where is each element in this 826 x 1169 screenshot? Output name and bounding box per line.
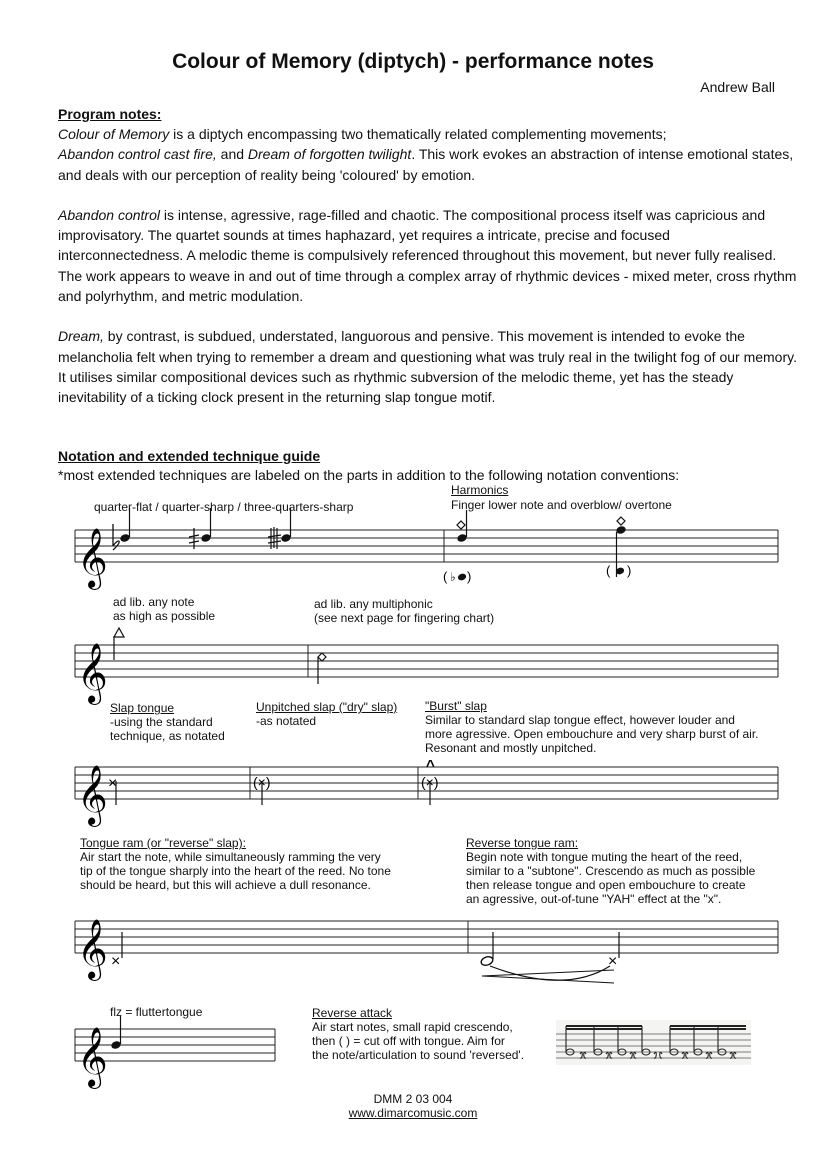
high-note-label-2: as high as possible (113, 609, 216, 623)
text-span: by contrast, is subdued, understated, languorous and pensive. This movement is intended to evoke the melancholia felt when trying to remember a dream and questioning what was truly real in the twilight fog of our memory. It utilises similar compositional devices such as rhythmic subversion of the melodic theme, yet has the steady inevitability of a ticking clock present in the returning slap tongue motif. (58, 328, 797, 406)
harmonic-note-1 (443, 510, 471, 584)
paren-close: ) (467, 569, 472, 584)
program-note-paragraph-1 (58, 124, 798, 185)
program-notes-heading: Program notes: (58, 106, 162, 122)
reverse-attack-desc-3: the note/articulation to sound 'reversed'. (312, 1048, 525, 1062)
harmonic-note-2 (606, 517, 631, 578)
note-head-small (457, 573, 467, 582)
program-notes-body (58, 124, 798, 408)
catalog-code: DMM 2 03 004 (373, 1092, 453, 1106)
reverse-attack-desc-2: then ( ) = cut off with tongue. Aim for (312, 1034, 505, 1048)
unpitched-slap-note (253, 774, 271, 805)
burst-slap-note (421, 757, 439, 805)
text-span: is intense, agressive, rage-filled and chaotic. The compositional process itself was capricious and improvisatory. The quartet sounds at times haphazard, yet requires a intricate, precise and focused interconnectedness. A melodic theme is compulsively referenced throughout this movement, but never fully realised. The work appears to weave in and out of time through a complex array of rhythmic devices - mixed meter, cross rhythm and polyrhythm, and metric modulation. (58, 206, 797, 305)
movement-title: Dream, (58, 328, 104, 345)
accent-icon: ^ (426, 757, 435, 774)
x-notehead-icon: × (608, 953, 618, 970)
treble-clef-icon: 𝄞 (77, 528, 108, 588)
notation-intro: *most extended techniques are labeled on the parts in addition to the following notation conventions: (58, 467, 680, 483)
page-title: Colour of Memory (diptych) - performance notes (172, 50, 654, 73)
tongue-ram-title: Tongue ram (or "reverse" slap): (80, 836, 246, 850)
staff-lines (75, 530, 778, 562)
text-span: . This work evokes an abstraction of intense emotional states, and deals with our perception of reality being 'coloured' by emotion. (58, 146, 794, 183)
treble-clef-icon: 𝄞 (77, 919, 108, 979)
text-span: and (216, 146, 248, 163)
crescendo-hairpin-icon (482, 970, 614, 983)
treble-clef-icon: 𝄞 (77, 643, 108, 703)
tongue-ram-note (111, 932, 122, 970)
three-quarters-sharp-note (268, 508, 292, 549)
staff-row-5 (0, 1015, 300, 1085)
x-notehead-icon: × (111, 953, 121, 970)
quarter-tone-label: quarter-flat / quarter-sharp / three-quarters-sharp (94, 500, 354, 514)
movement-title: Abandon control cast fire, (58, 146, 217, 163)
multiphonic-label-2: (see next page for fingering chart) (314, 611, 495, 625)
burst-slap-desc-2: more agressive. Open embouchure and very sharp burst of air. (425, 727, 759, 741)
paren-close: ) (627, 563, 632, 578)
harmonics-title: Harmonics (451, 483, 509, 497)
unpitched-slap-desc: -as notated (256, 714, 317, 728)
fluttertongue-label: flz = fluttertongue (110, 1005, 203, 1019)
reverse-tongue-ram-desc-2: similar to a "subtone". Crescendo as much as possible (466, 864, 756, 878)
notation-heading: Notation and extended technique guide (58, 448, 321, 464)
text-span: is a diptych encompassing two thematically related complementing movements; (169, 126, 667, 142)
staff-lines (75, 921, 778, 953)
staff-lines (75, 645, 778, 677)
half-note-head (480, 955, 494, 967)
harmonic-diamond-icon (617, 517, 625, 525)
paren-open: ( (443, 569, 448, 584)
movement-title: Dream of forgotten twilight (247, 146, 412, 163)
author-name: Andrew Ball (700, 79, 775, 95)
burst-slap-title: "Burst" slap (425, 699, 487, 713)
slap-tongue-title: Slap tongue (110, 701, 175, 715)
tongue-ram-desc-1: Air start the note, while simultaneously ramming the very (80, 850, 381, 864)
reverse-tongue-ram-desc-1: Begin note with tongue muting the heart of the reed, (466, 850, 743, 864)
reverse-attack-desc-1: Air start notes, small rapid crescendo, (312, 1020, 513, 1034)
multiphonic-label-1: ad lib. any multiphonic (314, 597, 433, 611)
tongue-ram-desc-3: should be heard, but this will achieve a dull resonance. (80, 878, 371, 892)
multiphonic-diamond-icon (318, 653, 326, 661)
program-note-paragraph-3 (58, 326, 798, 407)
high-note-label-1: ad lib. any note (113, 595, 195, 609)
burst-slap-desc-1: Similar to standard slap tongue effect, however louder and (425, 713, 735, 727)
work-title: Colour of Memory (58, 126, 170, 142)
staff-row-1 (0, 500, 826, 610)
x-notehead-icon: × (108, 775, 118, 792)
harmonics-description: Finger lower note and overblow/ overtone (451, 498, 672, 512)
slap-tongue-note (108, 775, 117, 805)
reverse-attack-example (556, 1020, 751, 1065)
tongue-ram-desc-2: tip of the tongue sharply into the heart of the reed. No tone (80, 864, 391, 878)
staff-row-2 (0, 620, 826, 703)
staff-row-4 (0, 905, 826, 995)
slap-tongue-desc-2: technique, as notated (110, 729, 225, 743)
quarter-flat-note (113, 508, 131, 550)
reverse-tongue-ram-desc-4: an agressive, out-of-tune "YAH" effect at the "x". (466, 892, 722, 906)
website-link[interactable]: www.dimarcomusic.com (348, 1106, 478, 1120)
quarter-sharp-note (189, 508, 212, 549)
burst-slap-desc-3: Resonant and mostly unpitched. (425, 741, 597, 755)
treble-clef-icon: 𝄞 (77, 765, 108, 825)
reverse-tongue-ram-notes (480, 932, 619, 983)
harmonic-diamond-icon (457, 521, 465, 529)
reverse-tongue-ram-title: Reverse tongue ram: (466, 836, 579, 850)
paren-x-notehead-icon: (×) (253, 774, 271, 790)
program-note-paragraph-2 (58, 205, 798, 306)
paren-open: ( (606, 563, 611, 578)
movement-title: Abandon control (58, 206, 160, 223)
highest-note (114, 628, 124, 660)
unpitched-slap-title: Unpitched slap ("dry" slap) (256, 700, 398, 714)
reverse-attack-title: Reverse attack (312, 1006, 393, 1020)
treble-clef-icon: 𝄞 (77, 1027, 108, 1087)
paren-x-notehead-icon: (×) (421, 774, 439, 790)
fluttertongue-note (110, 1016, 121, 1050)
flat-icon: ♭ (450, 570, 456, 584)
triangle-notehead-icon (114, 628, 124, 637)
slap-tongue-desc-1: -using the standard (110, 715, 213, 729)
reverse-tongue-ram-desc-3: then release tongue and open embouchure to create (466, 878, 746, 892)
staff-row-3 (0, 750, 826, 825)
